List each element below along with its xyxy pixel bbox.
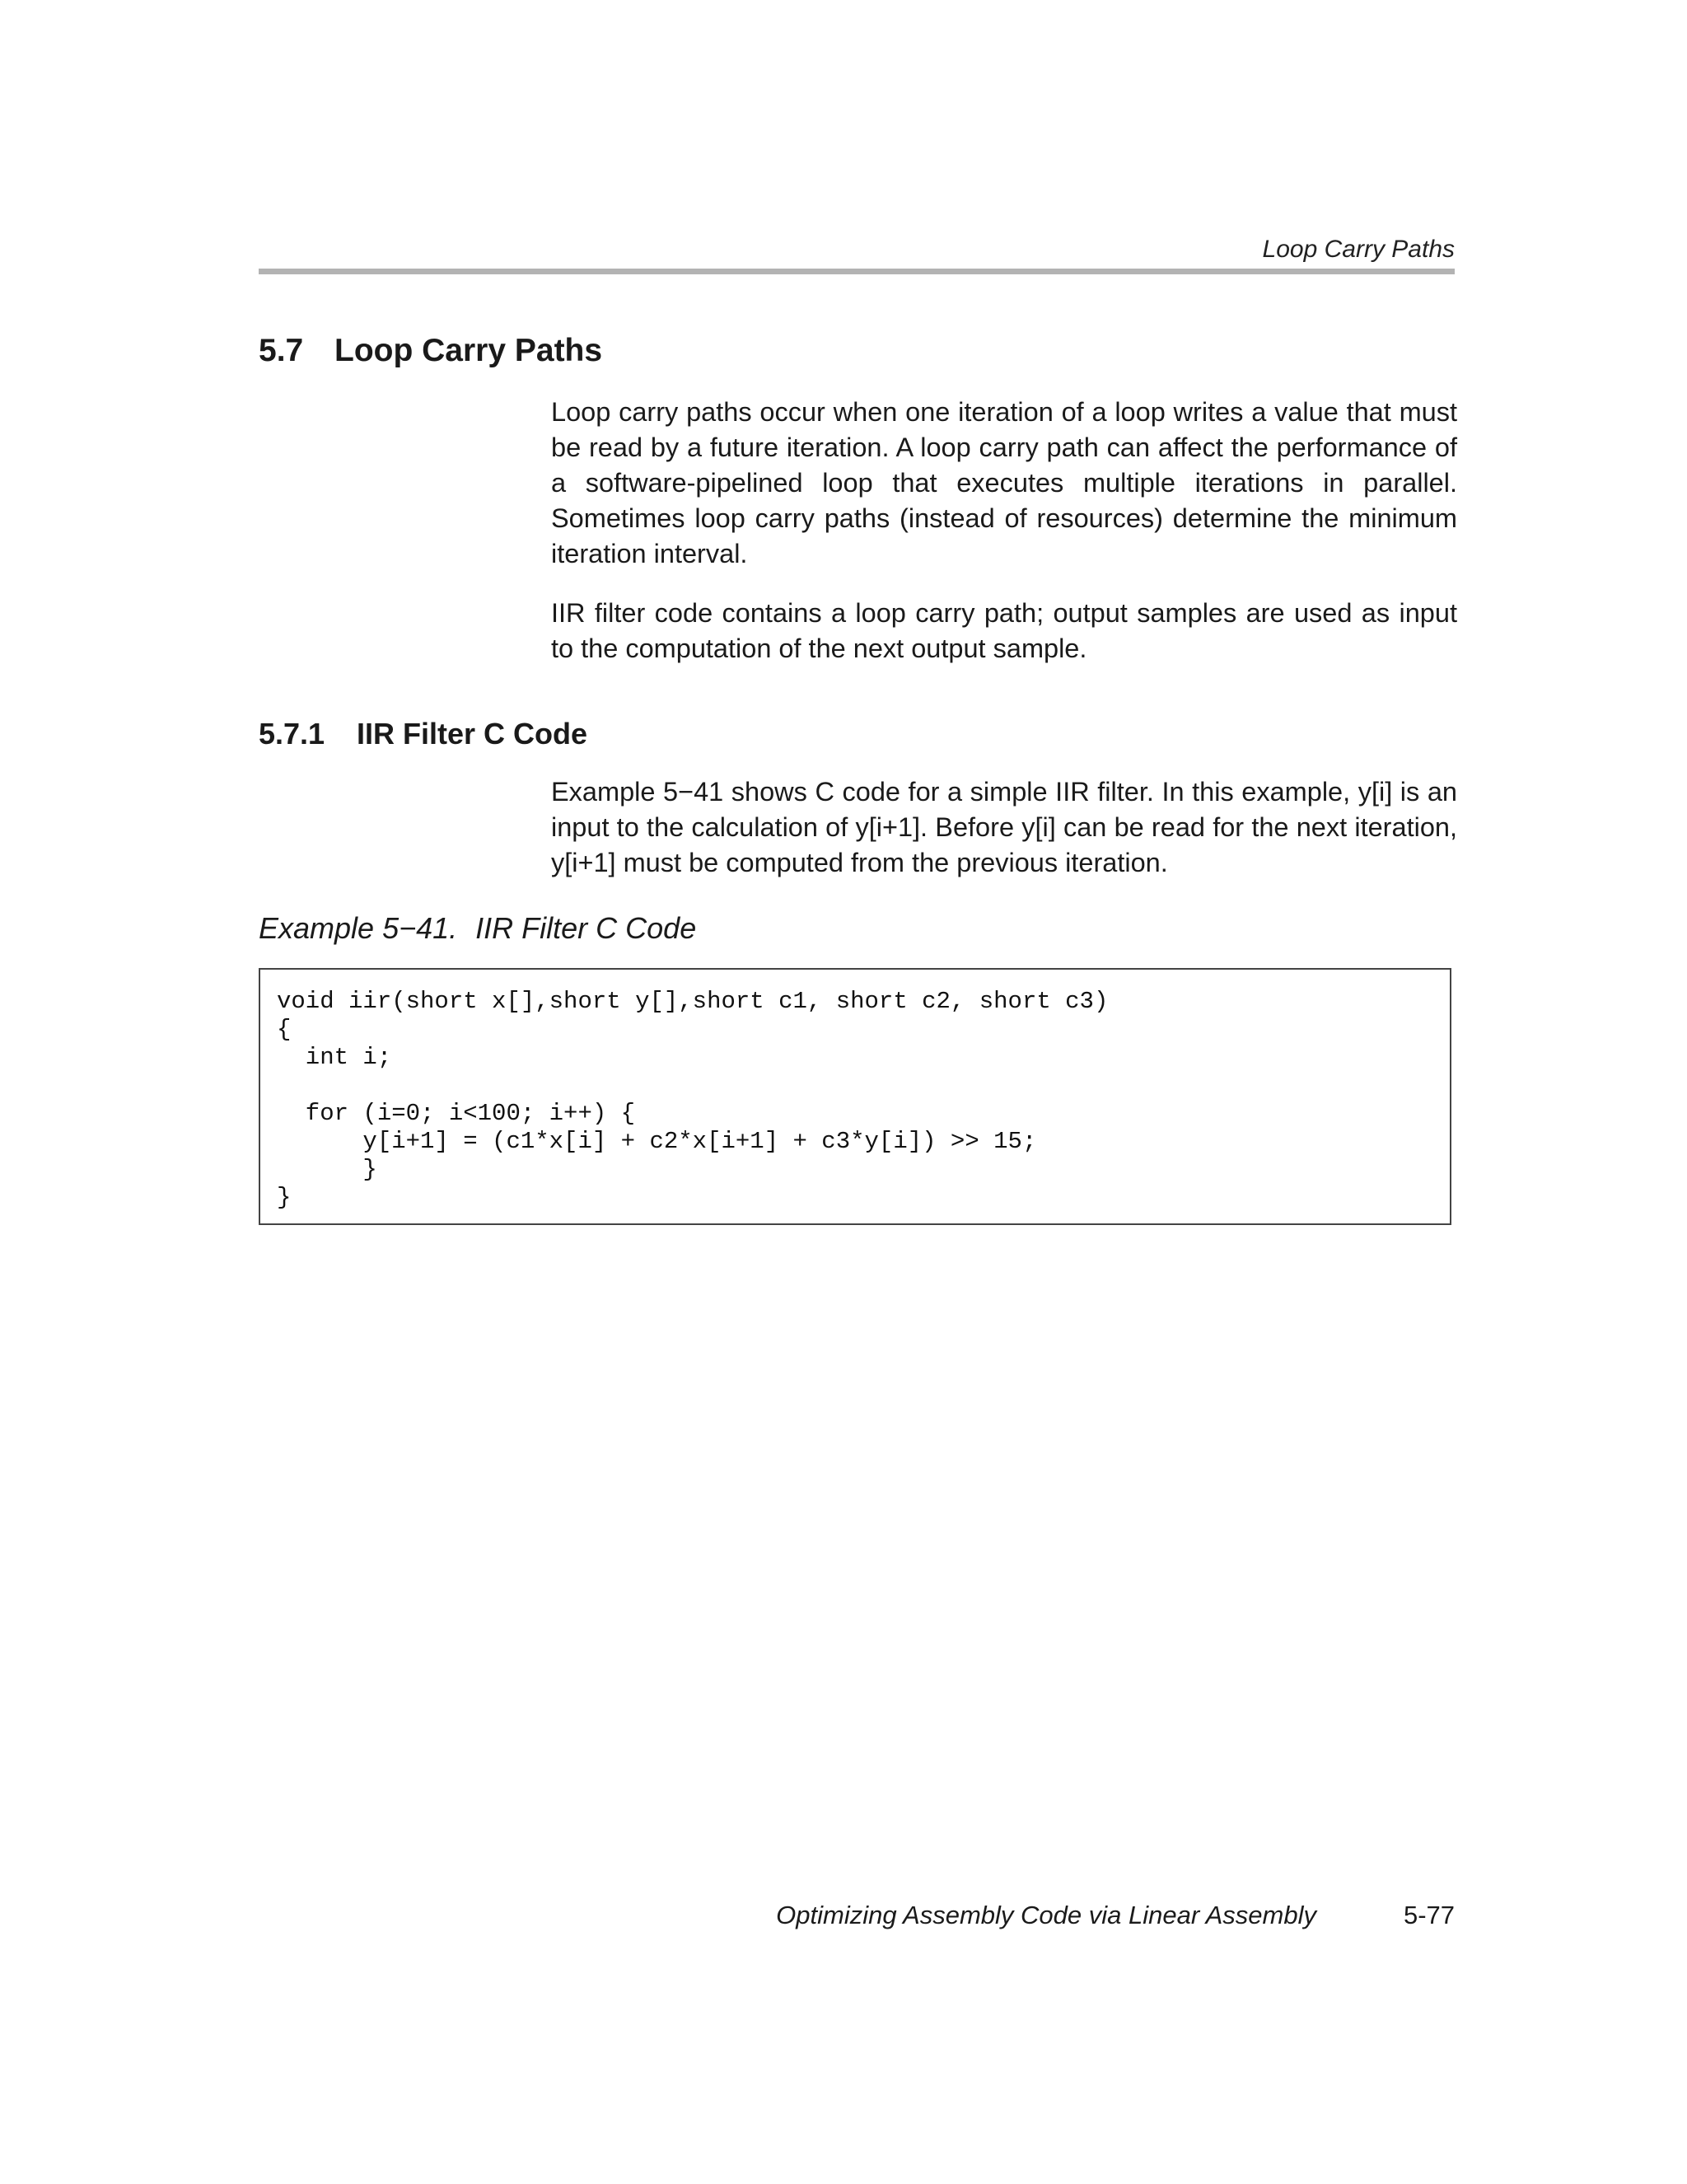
subsection-title: IIR Filter C Code xyxy=(357,717,588,751)
code-listing: void iir(short x[],short y[],short c1, short c2, short c3) { int i; for (i=0; i<100; i++) { y[i+1] = (c1*x[i] + c2*x[i+1] + c3*y[i]) >> 15; } } xyxy=(277,988,1109,1211)
subsection-heading xyxy=(259,717,587,751)
code-listing-box xyxy=(259,968,1451,1225)
example-caption xyxy=(259,911,696,946)
section-heading xyxy=(259,333,602,369)
example-title: IIR Filter C Code xyxy=(475,911,697,945)
example-number: Example 5−41. xyxy=(259,911,458,945)
subsection-paragraph-1: Example 5−41 shows C code for a simple IIR filter. In this example, y[i] is an input to the calculation of y[i+1]. Before y[i] can be read for the next iteration, y[i+1] must be computed from the previous iteration. xyxy=(551,777,1457,877)
running-header: Loop Carry Paths xyxy=(1262,236,1455,263)
section-number: 5.7 xyxy=(259,333,304,368)
section-paragraph-2: IIR filter code contains a loop carry path; output samples are used as input to the computation of the next output sample. xyxy=(551,598,1457,663)
header-rule xyxy=(259,269,1455,274)
section-paragraph-1: Loop carry paths occur when one iteration of a loop writes a value that must be read by a future iteration. A loop carry path can affect the performance of a software-pipelined loop that executes multiple iterations in parallel. Sometimes loop carry paths (instead of resources) determine the minimum iteration interval. xyxy=(551,397,1457,568)
subsection-number: 5.7.1 xyxy=(259,717,325,751)
footer-book-title: Optimizing Assembly Code via Linear Assembly xyxy=(776,1901,1316,1929)
footer-page-number: 5-77 xyxy=(1403,1901,1455,1929)
section-title: Loop Carry Paths xyxy=(334,333,603,368)
